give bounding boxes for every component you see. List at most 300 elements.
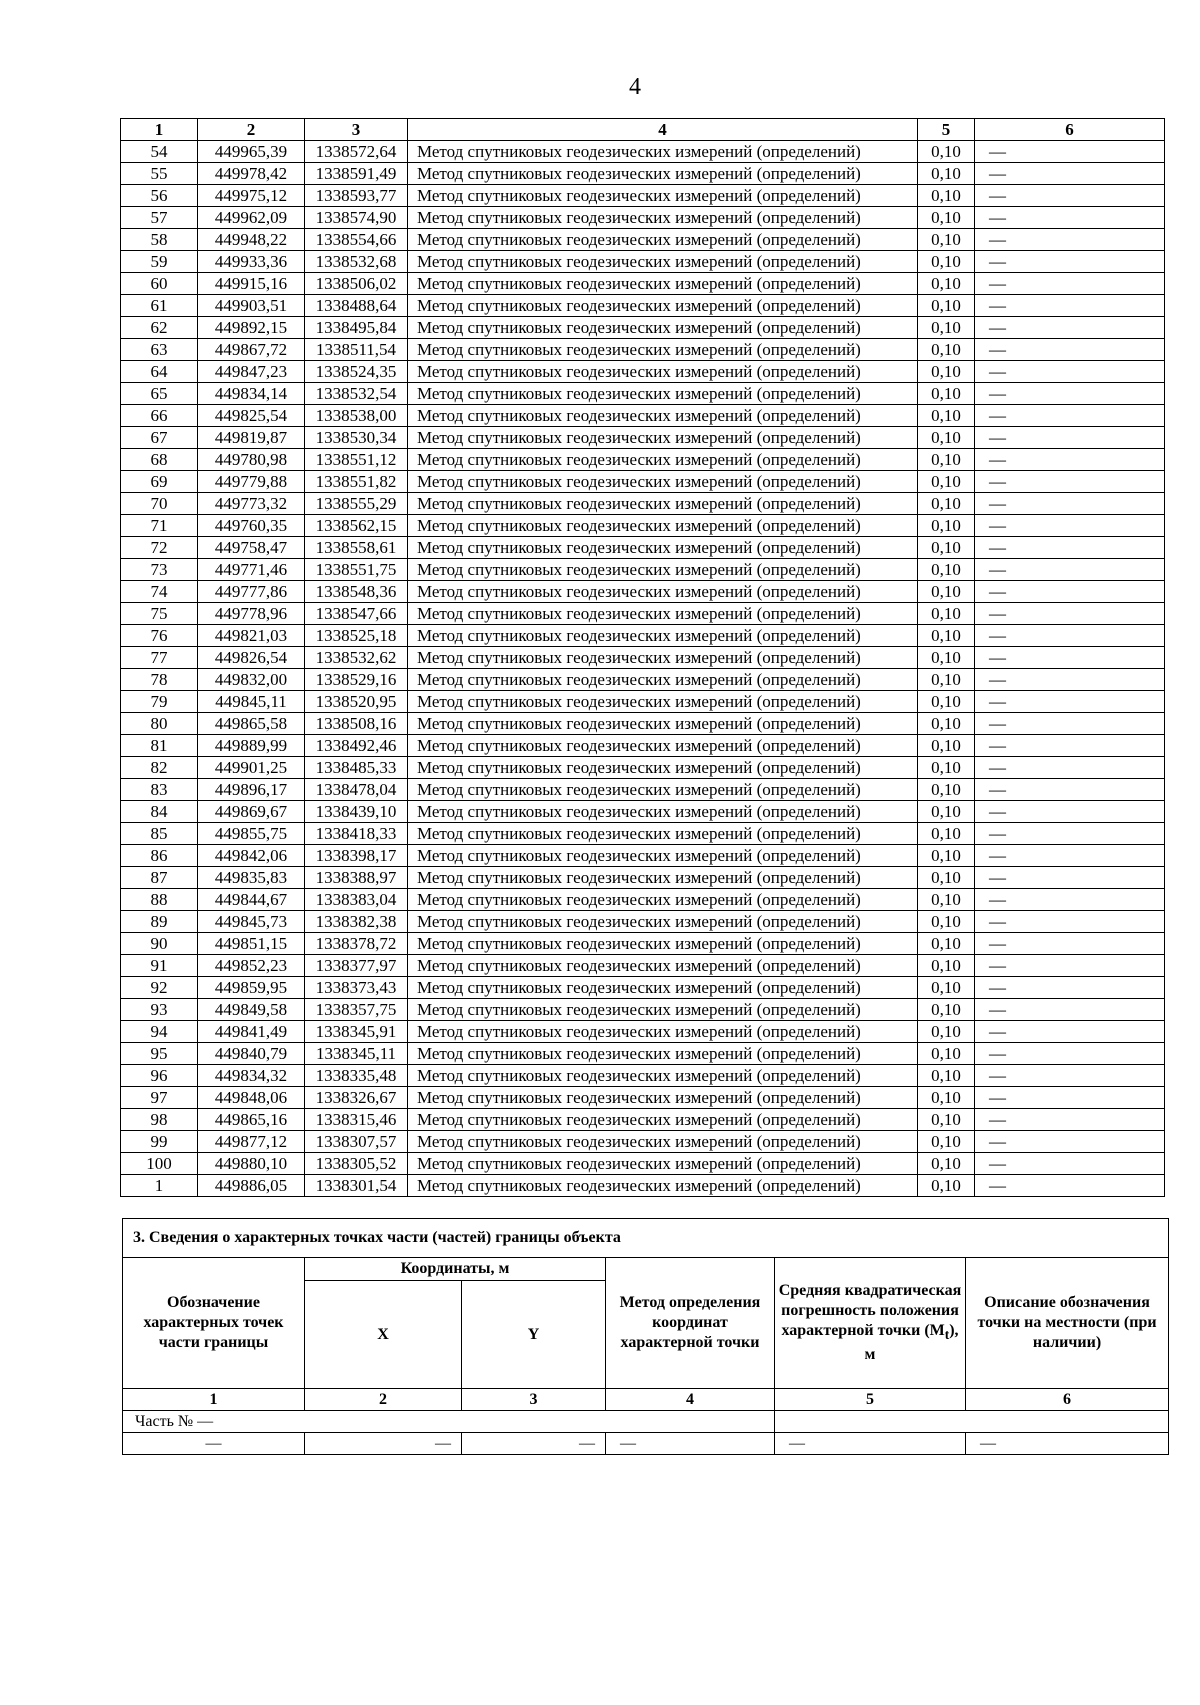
dash-cell: —: [775, 1433, 966, 1455]
method-cell: Метод спутниковых геодезических измерений (определений): [408, 867, 918, 889]
method-cell: Метод спутниковых геодезических измерений (определений): [408, 779, 918, 801]
point-number-cell: 56: [121, 185, 198, 207]
accuracy-cell: 0,10: [918, 361, 975, 383]
method-cell: Метод спутниковых геодезических измерений (определений): [408, 625, 918, 647]
accuracy-cell: 0,10: [918, 537, 975, 559]
table-row: [121, 691, 1165, 713]
point-number-cell: 93: [121, 999, 198, 1021]
coord-y-cell: 1338532,68: [305, 251, 408, 273]
table-row: [121, 1043, 1165, 1065]
method-cell: Метод спутниковых геодезических измерений (определений): [408, 955, 918, 977]
method-cell: Метод спутниковых геодезических измерений (определений): [408, 713, 918, 735]
description-cell: —: [975, 427, 1165, 449]
point-number-cell: 75: [121, 603, 198, 625]
points-table-header-row: [121, 119, 1165, 141]
description-cell: —: [975, 1175, 1165, 1197]
coord-x-cell: 449962,09: [198, 207, 305, 229]
method-cell: Метод спутниковых геодезических измерений (определений): [408, 603, 918, 625]
coord-y-cell: 1338345,91: [305, 1021, 408, 1043]
point-number-cell: 80: [121, 713, 198, 735]
points-table-body: [121, 141, 1165, 1197]
method-cell: Метод спутниковых геодезических измерений (определений): [408, 471, 918, 493]
method-cell: Метод спутниковых геодезических измерений (определений): [408, 691, 918, 713]
table-row: [121, 757, 1165, 779]
method-cell: Метод спутниковых геодезических измерений (определений): [408, 405, 918, 427]
table-row: [121, 339, 1165, 361]
description-cell: —: [975, 163, 1165, 185]
table-row: [121, 273, 1165, 295]
coord-y-cell: 1338492,46: [305, 735, 408, 757]
accuracy-cell: 0,10: [918, 713, 975, 735]
coord-y-cell: 1338572,64: [305, 141, 408, 163]
description-cell: —: [975, 229, 1165, 251]
point-number-cell: 62: [121, 317, 198, 339]
point-number-cell: 58: [121, 229, 198, 251]
accuracy-cell: 0,10: [918, 1109, 975, 1131]
method-cell: Метод спутниковых геодезических измерений (определений): [408, 229, 918, 251]
description-cell: —: [975, 801, 1165, 823]
coord-y-cell: 1338301,54: [305, 1175, 408, 1197]
description-cell: —: [975, 317, 1165, 339]
method-cell: Метод спутниковых геодезических измерений (определений): [408, 383, 918, 405]
header-cell: 5: [918, 119, 975, 141]
table-row: [121, 889, 1165, 911]
description-cell: —: [975, 933, 1165, 955]
coord-y-cell: 1338378,72: [305, 933, 408, 955]
accuracy-cell: 0,10: [918, 295, 975, 317]
accuracy-cell: 0,10: [918, 911, 975, 933]
description-cell: —: [975, 823, 1165, 845]
dash-cell: —: [462, 1433, 606, 1455]
point-number-cell: 91: [121, 955, 198, 977]
coord-y-cell: 1338495,84: [305, 317, 408, 339]
method-cell: Метод спутниковых геодезических измерений (определений): [408, 581, 918, 603]
coord-y-cell: 1338485,33: [305, 757, 408, 779]
coord-y-cell: 1338439,10: [305, 801, 408, 823]
accuracy-cell: 0,10: [918, 625, 975, 647]
coord-x-cell: 449840,79: [198, 1043, 305, 1065]
table-row: [121, 559, 1165, 581]
coord-y-cell: 1338305,52: [305, 1153, 408, 1175]
table-row: [121, 713, 1165, 735]
accuracy-cell: 0,10: [918, 669, 975, 691]
accuracy-cell: 0,10: [918, 823, 975, 845]
table-row: [121, 955, 1165, 977]
method-cell: Метод спутниковых геодезических измерений (определений): [408, 163, 918, 185]
coord-y-cell: 1338548,36: [305, 581, 408, 603]
point-number-cell: 73: [121, 559, 198, 581]
point-number-cell: 71: [121, 515, 198, 537]
description-cell: —: [975, 207, 1165, 229]
description-cell: —: [975, 691, 1165, 713]
table-row: [121, 449, 1165, 471]
coord-x-cell: 449915,16: [198, 273, 305, 295]
description-cell: —: [975, 559, 1165, 581]
coord-y-cell: 1338508,16: [305, 713, 408, 735]
table-row: [121, 207, 1165, 229]
coord-x-cell: 449948,22: [198, 229, 305, 251]
coord-x-cell: 449869,67: [198, 801, 305, 823]
coord-x-cell: 449849,58: [198, 999, 305, 1021]
accuracy-cell: 0,10: [918, 185, 975, 207]
coord-y-cell: 1338488,64: [305, 295, 408, 317]
accuracy-cell: 0,10: [918, 933, 975, 955]
point-number-cell: 68: [121, 449, 198, 471]
dash-row: [123, 1433, 1169, 1455]
method-cell: Метод спутниковых геодезических измерений (определений): [408, 493, 918, 515]
method-cell: Метод спутниковых геодезических измерений (определений): [408, 295, 918, 317]
point-number-cell: 64: [121, 361, 198, 383]
method-cell: Метод спутниковых геодезических измерений (определений): [408, 449, 918, 471]
coord-x-cell: 449896,17: [198, 779, 305, 801]
method-cell: Метод спутниковых геодезических измерений (определений): [408, 889, 918, 911]
coord-y-cell: 1338538,00: [305, 405, 408, 427]
method-cell: Метод спутниковых геодезических измерений (определений): [408, 1153, 918, 1175]
point-number-cell: 100: [121, 1153, 198, 1175]
coord-y-cell: 1338562,15: [305, 515, 408, 537]
method-cell: Метод спутниковых геодезических измерений (определений): [408, 1043, 918, 1065]
point-number-cell: 89: [121, 911, 198, 933]
point-number-cell: 67: [121, 427, 198, 449]
point-number-cell: 86: [121, 845, 198, 867]
method-cell: Метод спутниковых геодезических измерений (определений): [408, 537, 918, 559]
table-row: [121, 1021, 1165, 1043]
description-cell: —: [975, 515, 1165, 537]
coord-y-cell: 1338593,77: [305, 185, 408, 207]
dash-cell: —: [606, 1433, 775, 1455]
point-number-cell: 63: [121, 339, 198, 361]
coord-y-cell: 1338373,43: [305, 977, 408, 999]
header-cell: 6: [975, 119, 1165, 141]
coord-x-cell: 449903,51: [198, 295, 305, 317]
point-number-cell: 55: [121, 163, 198, 185]
coord-y-cell: 1338382,38: [305, 911, 408, 933]
method-cell: Метод спутниковых геодезических измерений (определений): [408, 823, 918, 845]
col-error-subscript: t: [944, 1327, 950, 1343]
point-number-cell: 99: [121, 1131, 198, 1153]
coord-x-cell: 449901,25: [198, 757, 305, 779]
accuracy-cell: 0,10: [918, 691, 975, 713]
table-row: [121, 1175, 1165, 1197]
point-number-cell: 81: [121, 735, 198, 757]
table-row: [121, 1153, 1165, 1175]
coord-y-cell: 1338478,04: [305, 779, 408, 801]
coord-x-cell: 449844,67: [198, 889, 305, 911]
description-cell: —: [975, 625, 1165, 647]
table-row: [121, 163, 1165, 185]
accuracy-cell: 0,10: [918, 889, 975, 911]
table-row: [121, 1065, 1165, 1087]
section3-table: [122, 1218, 1169, 1455]
table-row: [121, 1087, 1165, 1109]
description-cell: —: [975, 647, 1165, 669]
description-cell: —: [975, 361, 1165, 383]
coord-x-cell: 449886,05: [198, 1175, 305, 1197]
description-cell: —: [975, 251, 1165, 273]
point-number-cell: 74: [121, 581, 198, 603]
coord-x-cell: 449965,39: [198, 141, 305, 163]
description-cell: —: [975, 1109, 1165, 1131]
description-cell: —: [975, 735, 1165, 757]
accuracy-cell: 0,10: [918, 867, 975, 889]
section3-title: 3. Сведения о характерных точках части (частей) границы объекта: [123, 1219, 1169, 1258]
column-number: 1: [123, 1389, 305, 1411]
accuracy-cell: 0,10: [918, 1065, 975, 1087]
description-cell: —: [975, 977, 1165, 999]
coord-y-cell: 1338506,02: [305, 273, 408, 295]
point-number-cell: 92: [121, 977, 198, 999]
coord-x-cell: 449780,98: [198, 449, 305, 471]
coord-x-cell: 449978,42: [198, 163, 305, 185]
method-cell: Метод спутниковых геодезических измерений (определений): [408, 515, 918, 537]
method-cell: Метод спутниковых геодезических измерений (определений): [408, 317, 918, 339]
accuracy-cell: 0,10: [918, 1153, 975, 1175]
col-error-text-end: ), м: [864, 1321, 959, 1364]
col-y-header: Y: [462, 1281, 606, 1389]
description-cell: —: [975, 537, 1165, 559]
point-number-cell: 83: [121, 779, 198, 801]
description-cell: —: [975, 955, 1165, 977]
header-cell: 1: [121, 119, 198, 141]
table-row: [121, 603, 1165, 625]
coord-x-cell: 449865,16: [198, 1109, 305, 1131]
column-numbers-row: [123, 1389, 1169, 1411]
table-row: [121, 867, 1165, 889]
coord-y-cell: 1338511,54: [305, 339, 408, 361]
accuracy-cell: 0,10: [918, 1043, 975, 1065]
description-cell: —: [975, 1131, 1165, 1153]
accuracy-cell: 0,10: [918, 779, 975, 801]
coord-y-cell: 1338388,97: [305, 867, 408, 889]
dash-cell: —: [123, 1433, 305, 1455]
point-number-cell: 88: [121, 889, 198, 911]
accuracy-cell: 0,10: [918, 1087, 975, 1109]
coord-x-cell: 449777,86: [198, 581, 305, 603]
coord-y-cell: 1338383,04: [305, 889, 408, 911]
method-cell: Метод спутниковых геодезических измерений (определений): [408, 1175, 918, 1197]
col-designation-header: Обозначение характерных точек части границы: [123, 1258, 305, 1389]
points-table: [120, 118, 1165, 1197]
coord-x-cell: 449933,36: [198, 251, 305, 273]
table-row: [121, 625, 1165, 647]
table-row: [121, 735, 1165, 757]
accuracy-cell: 0,10: [918, 1131, 975, 1153]
table-row: [121, 845, 1165, 867]
point-number-cell: 59: [121, 251, 198, 273]
coord-x-cell: 449877,12: [198, 1131, 305, 1153]
accuracy-cell: 0,10: [918, 955, 975, 977]
point-number-cell: 82: [121, 757, 198, 779]
col-description-header: Описание обозначения точки на местности (при наличии): [966, 1258, 1169, 1389]
col-error-text: Средняя квадратическая погрешность положения характерной точки (M: [778, 1281, 962, 1339]
accuracy-cell: 0,10: [918, 493, 975, 515]
header-cell: 4: [408, 119, 918, 141]
coord-x-cell: 449851,15: [198, 933, 305, 955]
description-cell: —: [975, 779, 1165, 801]
accuracy-cell: 0,10: [918, 317, 975, 339]
coord-x-cell: 449892,15: [198, 317, 305, 339]
description-cell: —: [975, 405, 1165, 427]
method-cell: Метод спутниковых геодезических измерений (определений): [408, 647, 918, 669]
accuracy-cell: 0,10: [918, 647, 975, 669]
accuracy-cell: 0,10: [918, 405, 975, 427]
coord-y-cell: 1338524,35: [305, 361, 408, 383]
accuracy-cell: 0,10: [918, 757, 975, 779]
coord-y-cell: 1338520,95: [305, 691, 408, 713]
part-empty-cell: [775, 1411, 1169, 1433]
part-row: [123, 1411, 1169, 1433]
point-number-cell: 69: [121, 471, 198, 493]
coord-x-cell: 449867,72: [198, 339, 305, 361]
method-cell: Метод спутниковых геодезических измерений (определений): [408, 735, 918, 757]
column-number: 2: [305, 1389, 462, 1411]
coord-y-cell: 1338555,29: [305, 493, 408, 515]
description-cell: —: [975, 1087, 1165, 1109]
method-cell: Метод спутниковых геодезических измерений (определений): [408, 273, 918, 295]
method-cell: Метод спутниковых геодезических измерений (определений): [408, 1087, 918, 1109]
coord-x-cell: 449821,03: [198, 625, 305, 647]
accuracy-cell: 0,10: [918, 449, 975, 471]
table-row: [121, 251, 1165, 273]
point-number-cell: 54: [121, 141, 198, 163]
method-cell: Метод спутниковых геодезических измерений (определений): [408, 1109, 918, 1131]
table-row: [121, 229, 1165, 251]
description-cell: —: [975, 1021, 1165, 1043]
coord-y-cell: 1338554,66: [305, 229, 408, 251]
table-row: [121, 141, 1165, 163]
accuracy-cell: 0,10: [918, 273, 975, 295]
table-row: [121, 1109, 1165, 1131]
description-cell: —: [975, 911, 1165, 933]
point-number-cell: 90: [121, 933, 198, 955]
col-x-header: X: [305, 1281, 462, 1389]
coord-x-cell: 449865,58: [198, 713, 305, 735]
description-cell: —: [975, 1065, 1165, 1087]
coord-y-cell: 1338315,46: [305, 1109, 408, 1131]
table-row: [121, 823, 1165, 845]
method-cell: Метод спутниковых геодезических измерений (определений): [408, 361, 918, 383]
description-cell: —: [975, 141, 1165, 163]
accuracy-cell: 0,10: [918, 977, 975, 999]
header-cell: 2: [198, 119, 305, 141]
column-number: 5: [775, 1389, 966, 1411]
coord-x-cell: 449845,11: [198, 691, 305, 713]
coord-y-cell: 1338398,17: [305, 845, 408, 867]
coord-x-cell: 449773,32: [198, 493, 305, 515]
accuracy-cell: 0,10: [918, 207, 975, 229]
coord-x-cell: 449826,54: [198, 647, 305, 669]
method-cell: Метод спутниковых геодезических измерений (определений): [408, 977, 918, 999]
method-cell: Метод спутниковых геодезических измерений (определений): [408, 185, 918, 207]
accuracy-cell: 0,10: [918, 471, 975, 493]
accuracy-cell: 0,10: [918, 1175, 975, 1197]
description-cell: —: [975, 449, 1165, 471]
coord-x-cell: 449834,14: [198, 383, 305, 405]
accuracy-cell: 0,10: [918, 427, 975, 449]
table-row: [121, 493, 1165, 515]
point-number-cell: 65: [121, 383, 198, 405]
coord-x-cell: 449880,10: [198, 1153, 305, 1175]
method-cell: Метод спутниковых геодезических измерений (определений): [408, 999, 918, 1021]
description-cell: —: [975, 845, 1165, 867]
method-cell: Метод спутниковых геодезических измерений (определений): [408, 1021, 918, 1043]
point-number-cell: 94: [121, 1021, 198, 1043]
accuracy-cell: 0,10: [918, 801, 975, 823]
point-number-cell: 66: [121, 405, 198, 427]
coord-x-cell: 449758,47: [198, 537, 305, 559]
method-cell: Метод спутниковых геодезических измерений (определений): [408, 1065, 918, 1087]
coord-x-cell: 449779,88: [198, 471, 305, 493]
table-row: [121, 779, 1165, 801]
description-cell: —: [975, 669, 1165, 691]
coord-x-cell: 449848,06: [198, 1087, 305, 1109]
coord-y-cell: 1338551,12: [305, 449, 408, 471]
description-cell: —: [975, 471, 1165, 493]
table-row: [121, 1131, 1165, 1153]
coord-y-cell: 1338551,82: [305, 471, 408, 493]
point-number-cell: 72: [121, 537, 198, 559]
column-number: 6: [966, 1389, 1169, 1411]
part-label: Часть № —: [123, 1411, 775, 1433]
coord-y-cell: 1338532,54: [305, 383, 408, 405]
description-cell: —: [975, 273, 1165, 295]
table-row: [121, 317, 1165, 339]
description-cell: —: [975, 493, 1165, 515]
coord-x-cell: 449889,99: [198, 735, 305, 757]
coord-x-cell: 449834,32: [198, 1065, 305, 1087]
method-cell: Метод спутниковых геодезических измерений (определений): [408, 801, 918, 823]
coord-x-cell: 449819,87: [198, 427, 305, 449]
point-number-cell: 60: [121, 273, 198, 295]
method-cell: Метод спутниковых геодезических измерений (определений): [408, 669, 918, 691]
coord-y-cell: 1338529,16: [305, 669, 408, 691]
method-cell: Метод спутниковых геодезических измерений (определений): [408, 757, 918, 779]
coord-x-cell: 449847,23: [198, 361, 305, 383]
method-cell: Метод спутниковых геодезических измерений (определений): [408, 911, 918, 933]
method-cell: Метод спутниковых геодезических измерений (определений): [408, 207, 918, 229]
description-cell: —: [975, 999, 1165, 1021]
coord-y-cell: 1338547,66: [305, 603, 408, 625]
description-cell: —: [975, 339, 1165, 361]
point-number-cell: 79: [121, 691, 198, 713]
column-number: 4: [606, 1389, 775, 1411]
coord-y-cell: 1338418,33: [305, 823, 408, 845]
coord-y-cell: 1338558,61: [305, 537, 408, 559]
description-cell: —: [975, 1153, 1165, 1175]
table-row: [121, 537, 1165, 559]
accuracy-cell: 0,10: [918, 735, 975, 757]
coord-y-cell: 1338307,57: [305, 1131, 408, 1153]
description-cell: —: [975, 581, 1165, 603]
point-number-cell: 97: [121, 1087, 198, 1109]
method-cell: Метод спутниковых геодезических измерений (определений): [408, 933, 918, 955]
description-cell: —: [975, 1043, 1165, 1065]
description-cell: —: [975, 383, 1165, 405]
coord-x-cell: 449841,49: [198, 1021, 305, 1043]
coord-x-cell: 449852,23: [198, 955, 305, 977]
method-cell: Метод спутниковых геодезических измерений (определений): [408, 141, 918, 163]
table-row: [121, 515, 1165, 537]
col-method-header: Метод определения координат характерной точки: [606, 1258, 775, 1389]
coord-x-cell: 449760,35: [198, 515, 305, 537]
table-row: [121, 647, 1165, 669]
coord-x-cell: 449771,46: [198, 559, 305, 581]
table-row: [121, 801, 1165, 823]
coord-y-cell: 1338551,75: [305, 559, 408, 581]
accuracy-cell: 0,10: [918, 339, 975, 361]
coord-x-cell: 449835,83: [198, 867, 305, 889]
point-number-cell: 95: [121, 1043, 198, 1065]
